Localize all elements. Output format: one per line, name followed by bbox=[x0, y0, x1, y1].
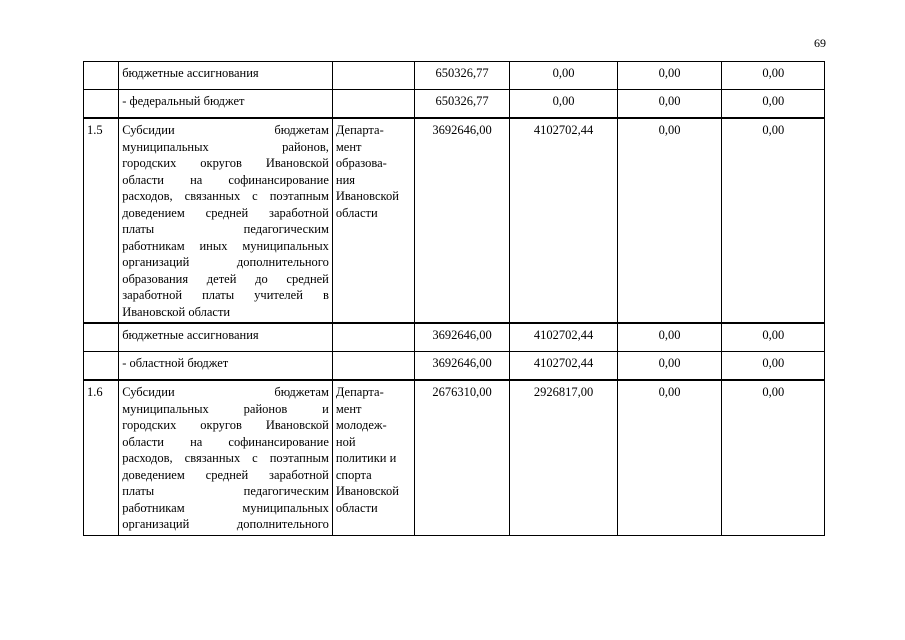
row-value-1: 650326,77 bbox=[415, 62, 510, 90]
row-value-4: 0,00 bbox=[722, 380, 825, 535]
row-department bbox=[332, 323, 414, 352]
description-line: организаций дополнительного bbox=[122, 517, 329, 531]
row-value-4: 0,00 bbox=[722, 352, 825, 381]
department-line: области bbox=[335, 205, 378, 220]
row-description bbox=[119, 118, 333, 323]
table-row bbox=[84, 118, 905, 323]
table-row bbox=[84, 323, 905, 352]
row-value-2: 2926817,00 bbox=[510, 380, 618, 535]
description-line: образования детей до средней bbox=[122, 271, 329, 286]
description-line: доведением средней заработной bbox=[122, 205, 329, 220]
row-department bbox=[332, 62, 414, 90]
department-line: области bbox=[335, 500, 378, 515]
table-row bbox=[84, 380, 905, 535]
row-value-4: 0,00 bbox=[722, 62, 825, 90]
row-value-4: 0,00 bbox=[722, 118, 825, 323]
department-line: Ивановской bbox=[335, 484, 399, 498]
row-number bbox=[84, 62, 119, 90]
department-line: мент bbox=[335, 139, 362, 154]
description-line: Субсидии бюджетам bbox=[122, 123, 329, 137]
row-value-2: 4102702,44 bbox=[510, 118, 618, 323]
row-number bbox=[84, 352, 119, 381]
table-row bbox=[84, 62, 905, 90]
row-value-3: 0,00 bbox=[618, 62, 722, 90]
row-number bbox=[84, 323, 119, 352]
row-description: - федеральный бюджет bbox=[119, 90, 333, 119]
row-value-2: 0,00 bbox=[510, 62, 618, 90]
description-line: доведением средней заработной bbox=[122, 467, 329, 482]
department-line: образова- bbox=[335, 156, 387, 170]
row-value-3: 0,00 bbox=[618, 323, 722, 352]
description-line: платы педагогическим bbox=[122, 222, 329, 236]
department-line: спорта bbox=[335, 467, 372, 482]
department-line: политики и bbox=[335, 451, 397, 465]
department-line: Департа- bbox=[335, 385, 384, 399]
description-line: заработной платы учителей в bbox=[122, 288, 329, 302]
row-department bbox=[332, 352, 414, 381]
description-line: расходов, связанных с поэтапным bbox=[122, 451, 329, 465]
description-line: расходов, связанных с поэтапным bbox=[122, 189, 329, 203]
department-line: Ивановской bbox=[335, 189, 399, 203]
row-value-4: 0,00 bbox=[722, 323, 825, 352]
description-line: организаций дополнительного bbox=[122, 255, 329, 269]
description-line: муниципальных районов, bbox=[122, 139, 329, 154]
row-value-3: 0,00 bbox=[618, 380, 722, 535]
row-value-3: 0,00 bbox=[618, 352, 722, 381]
description-line: платы педагогическим bbox=[122, 484, 329, 498]
department-line: ния bbox=[335, 172, 356, 187]
row-value-4: 0,00 bbox=[722, 90, 825, 119]
description-line: муниципальных районов и bbox=[122, 401, 329, 416]
row-value-1: 2676310,00 bbox=[415, 380, 510, 535]
row-value-3: 0,00 bbox=[618, 118, 722, 323]
page-number: 69 bbox=[814, 36, 826, 50]
budget-table bbox=[83, 61, 905, 536]
department-line: мент bbox=[335, 401, 362, 416]
description-line: области на софинансирование bbox=[122, 172, 329, 187]
row-description: - областной бюджет bbox=[119, 352, 333, 381]
department-line: ной bbox=[335, 434, 356, 449]
row-department bbox=[332, 90, 414, 119]
description-line: городских округов Ивановской bbox=[122, 156, 329, 170]
description-line: области на софинансирование bbox=[122, 434, 329, 449]
row-value-1: 3692646,00 bbox=[415, 118, 510, 323]
row-value-1: 3692646,00 bbox=[415, 352, 510, 381]
row-value-1: 650326,77 bbox=[415, 90, 510, 119]
department-line: Департа- bbox=[335, 123, 384, 137]
table-row bbox=[84, 352, 905, 381]
description-line: работникам муниципальных bbox=[122, 500, 329, 515]
row-department bbox=[332, 118, 414, 323]
row-value-3: 0,00 bbox=[618, 90, 722, 119]
row-description: бюджетные ассигнования bbox=[119, 62, 333, 90]
row-value-1: 3692646,00 bbox=[415, 323, 510, 352]
row-number bbox=[84, 90, 119, 119]
row-description bbox=[119, 380, 333, 535]
description-line: Ивановской области bbox=[122, 304, 231, 319]
row-department bbox=[332, 380, 414, 535]
row-value-2: 4102702,44 bbox=[510, 323, 618, 352]
department-line: молодеж- bbox=[335, 418, 387, 432]
row-description: бюджетные ассигнования bbox=[119, 323, 333, 352]
table-row bbox=[84, 90, 905, 119]
description-line: работникам иных муниципальных bbox=[122, 238, 329, 253]
row-number: 1.5 bbox=[84, 118, 119, 323]
description-line: городских округов Ивановской bbox=[122, 418, 329, 432]
row-value-2: 4102702,44 bbox=[510, 352, 618, 381]
row-number: 1.6 bbox=[84, 380, 119, 535]
row-value-2: 0,00 bbox=[510, 90, 618, 119]
description-line: Субсидии бюджетам bbox=[122, 385, 329, 399]
